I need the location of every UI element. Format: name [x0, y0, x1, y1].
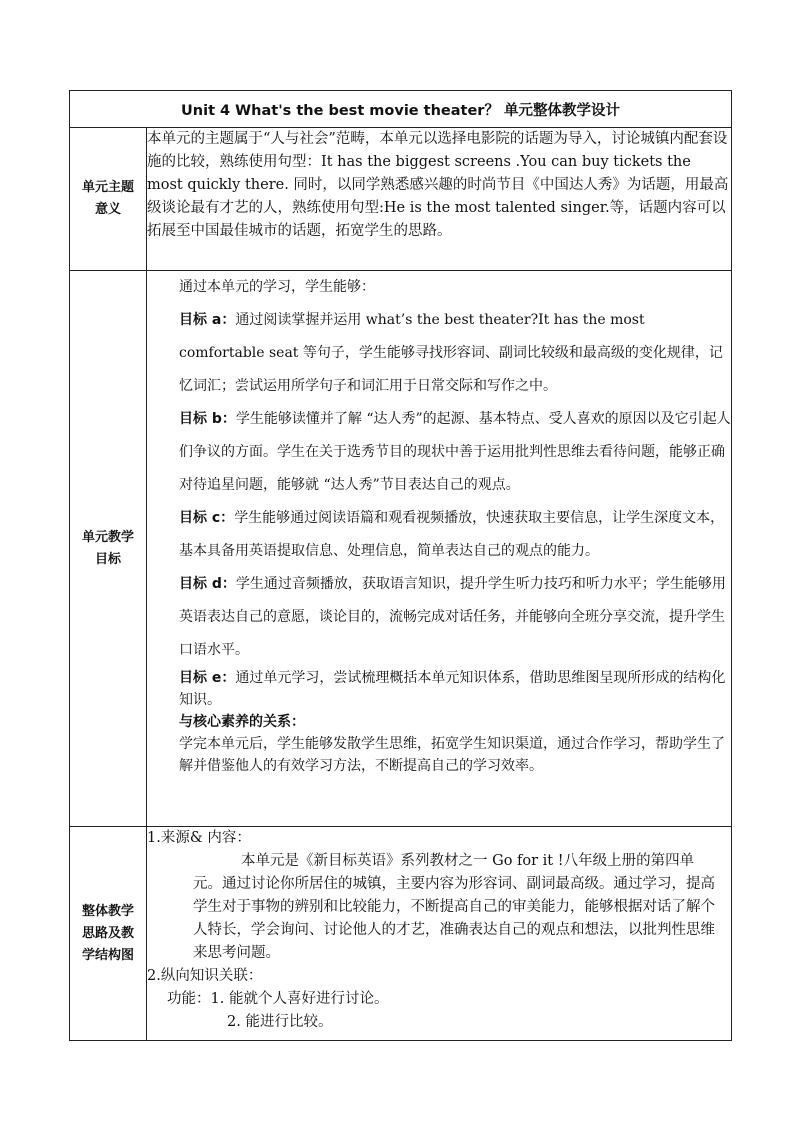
core-text: 学完本单元后，学生能够发散学生思维，拓宽学生知识渠道，通过合作学习，帮助学生了解并借鉴他人的有效学习方法，不断提高自己的学习效率。: [179, 736, 725, 774]
goal-d: 目标 d：学生通过音频播放，获取语言知识，提升学生听力技巧和听力水平；学生能够用英语表达自己的意愿，谈论目的，流畅完成对话任务，并能够向全班分享交流，提升学生口语水平。: [179, 576, 726, 658]
goal-e: 目标 e：通过单元学习，尝试梳理概括本单元知识体系，借助思维图呈现所形成的结构化知识。: [179, 670, 726, 708]
structure-row: [70, 827, 732, 1041]
source-heading: 1.来源& 内容：: [147, 830, 251, 846]
structure-label: 整体教学 思路及教 学结构图: [70, 827, 147, 1041]
goals-content: [147, 271, 732, 827]
structure-content: [147, 827, 732, 1041]
goal-a: 目标 a：通过阅读掌握并运用 what’s the best theater?It has the most comfortable seat 等句子，学生能够寻找形容词、副词比较级和最高级的变化规律，记忆词汇；尝试运用所学句子和词汇用于日常交际和写作之中。: [179, 312, 723, 394]
goal-c: 目标 c：学生能够通过阅读语篇和观看视频播放，快速获取主要信息，让学生深度文本，基本具备用英语提取信息、处理信息，简单表达自己的观点的能力。: [179, 510, 725, 559]
core-heading: 与核心素养的关系：: [179, 714, 305, 730]
design-table: [69, 90, 732, 1041]
function-item-2: 2. 能进行比较。: [227, 1014, 333, 1030]
goals-intro: 通过本单元的学习，学生能够：: [179, 279, 375, 295]
function-item-1: 功能：1. 能就个人喜好进行讨论。: [167, 991, 389, 1007]
theme-row: [70, 128, 732, 271]
source-text: 本单元是《新目标英语》系列教材之一 Go for it !八年级上册的第四单元。通过讨论你所居住的城镇，主要内容为形容词、副词最高级。通过学习，提高学生对于事物的辨别和比较能力，不断提高自己的审美能力，能够根据对话了解个人特长，学会询问、讨论他人的才艺，准确表达自己的观点和想法，以批判性思维来思考问题。: [193, 853, 715, 961]
theme-paragraph: 本单元的主题属于“人与社会”范畴，本单元以选择电影院的话题为导入，讨论城镇内配套设施的比较，熟练使用句型：It has the biggest screens .You can buy tickets the most quickly there. 同时，以同学熟悉感兴趣的时尚节目《中国达人秀》为话题，用最高级谈论最有才艺的人，熟练使用句型:He is the most talented singer.等，话题内容可以拓展至中国最佳城市的话题，拓宽学生的思路。: [147, 128, 732, 271]
theme-label: 单元主题 意义: [70, 128, 147, 271]
goals-label: 单元教学 目标: [70, 271, 147, 827]
document-title: Unit 4 What's the best movie theater？ 单元整体教学设计: [70, 91, 732, 128]
goals-row: [70, 271, 732, 827]
goal-b: 目标 b：学生能够读懂并了解 “达人秀”的起源、基本特点、受人喜欢的原因以及它引起人们争议的方面。学生在关于选秀节目的现状中善于运用批判性思维去看待问题，能够正确对待追星问题，能够就 “达人秀”节目表达自己的观点。: [179, 411, 731, 493]
title-row: [70, 91, 732, 128]
vertical-heading: 2.纵向知识关联：: [147, 968, 263, 984]
